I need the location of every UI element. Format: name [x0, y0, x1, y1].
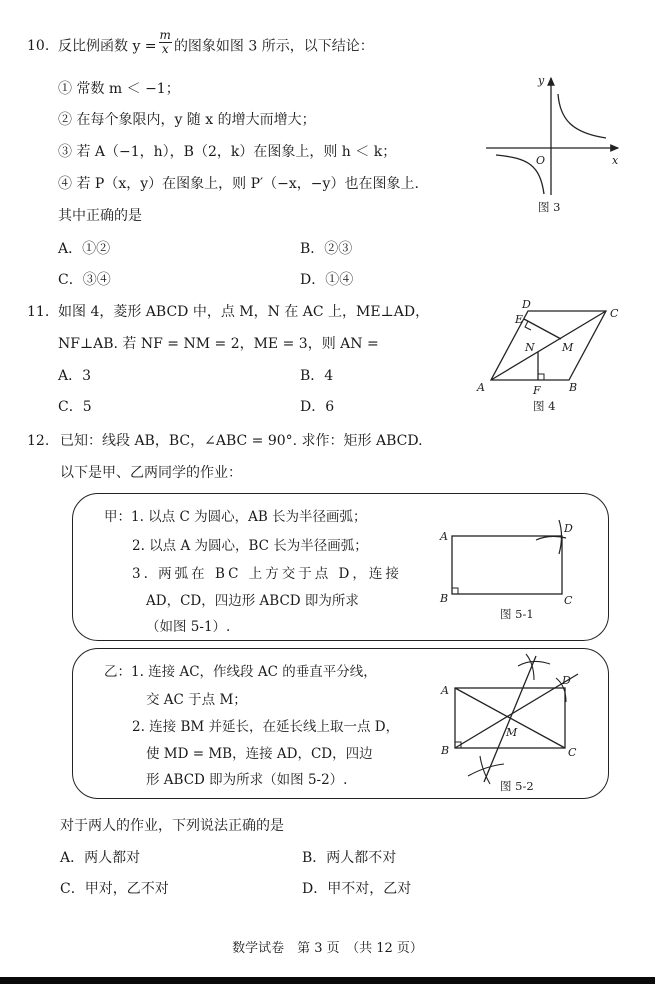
- point-label-b: B: [441, 744, 450, 757]
- point-label-m: M: [506, 726, 518, 739]
- question-stem: [58, 28, 374, 56]
- figure-4-rhombus: [470, 295, 630, 400]
- point-label-f: F: [533, 384, 541, 397]
- question-stem: 如图 4，菱形 ABCD 中，点 M，N 在 AC 上，ME⊥AD，: [58, 304, 430, 320]
- perpendicular-bisector: [484, 656, 536, 782]
- option-b[interactable]: B．两人都不对: [302, 850, 397, 866]
- hyperbola-branch-q1: [558, 94, 606, 138]
- point-label-d: D: [564, 522, 573, 535]
- figure-5-1-rectangle: [440, 510, 580, 607]
- arc-lower-1: [468, 764, 504, 776]
- yi-step: 2. 连接 BM 并延长，在延长线上取一点 D，: [132, 719, 400, 735]
- jia-step: （如图 5-1）.: [146, 619, 231, 635]
- fraction: $\frac{m}{x}$: [159, 28, 171, 56]
- option-a[interactable]: A．①②: [58, 241, 111, 257]
- point-label-c: C: [568, 746, 577, 759]
- axis-label-y: y: [538, 74, 545, 87]
- point-label-m: M: [562, 341, 574, 354]
- question-prompt: 其中正确的是: [58, 208, 142, 224]
- page-footer: 数学试卷 第 3 页 （共 12 页）: [232, 941, 423, 956]
- point-label-a: A: [440, 530, 448, 543]
- right-angle-b: [452, 588, 458, 594]
- axis-label-x: x: [612, 154, 619, 167]
- option-b[interactable]: B．4: [300, 368, 334, 384]
- jia-step: 甲：1. 以点 C 为圆心，AB 长为半径画弧；: [104, 509, 367, 525]
- scan-edge-bar: [0, 977, 655, 984]
- point-label-d: D: [562, 674, 571, 687]
- figure-caption: 图 5-2: [500, 779, 534, 793]
- statement: ④ 若 P（x，y）在图象上，则 P′（−x，−y）也在图象上.: [58, 176, 419, 192]
- jia-step: 3. 两弧在 BC 上方交于点 D，连接: [132, 566, 402, 582]
- yi-step: 乙：1. 连接 AC，作线段 AC 的垂直平分线，: [104, 664, 377, 680]
- point-label-n: N: [525, 341, 535, 354]
- point-label-c: C: [564, 594, 573, 607]
- jia-step: AD，CD，四边形 ABCD 即为所求: [146, 593, 359, 609]
- figure-5-2-rectangle: [440, 652, 590, 782]
- yi-step: 交 AC 于点 M；: [146, 692, 247, 708]
- figure-caption: 图 4: [533, 399, 556, 413]
- question-number: 12.: [27, 433, 50, 449]
- jia-step: 2. 以点 A 为圆心，BC 长为半径画弧；: [132, 538, 368, 554]
- yi-step: 形 ABCD 即为所求（如图 5-2）.: [146, 772, 348, 788]
- option-d[interactable]: D．①④: [300, 272, 354, 288]
- diagonal-ac: [491, 311, 606, 380]
- stem-text: 反比例函数 y =: [58, 38, 157, 55]
- point-label-c: C: [610, 307, 619, 320]
- option-b[interactable]: B．②③: [300, 241, 353, 257]
- option-c[interactable]: C．甲对，乙不对: [60, 881, 169, 897]
- question-number: 11.: [27, 304, 50, 320]
- question-stem: NF⊥AB. 若 NF = NM = 2，ME = 3，则 AN =: [58, 336, 379, 352]
- rectangle-abcd: [452, 536, 562, 594]
- figure-caption: 图 5-1: [500, 607, 534, 621]
- point-label-d: D: [522, 298, 531, 311]
- right-angle-f: [538, 374, 544, 380]
- statement: ② 在每个象限内，y 随 x 的增大而增大；: [58, 112, 316, 128]
- option-c[interactable]: C．5: [58, 399, 92, 415]
- origin-label: O: [536, 154, 546, 167]
- point-label-b: B: [440, 592, 449, 605]
- point-label-e: E: [515, 313, 524, 326]
- point-label-b: B: [569, 381, 578, 394]
- question-number: 10.: [27, 38, 50, 54]
- statement: ③ 若 A（−1，h），B（2，k）在图象上，则 h ＜ k；: [58, 144, 397, 160]
- question-stem: 以下是甲、乙两同学的作业：: [60, 465, 242, 481]
- option-d[interactable]: D．甲不对，乙对: [302, 881, 412, 897]
- figure-3-hyperbola: [478, 70, 628, 200]
- option-a[interactable]: A．3: [58, 368, 92, 384]
- point-label-a: A: [477, 381, 485, 394]
- question-stem: 已知：线段 AB，BC，∠ABC = 90°. 求作：矩形 ABCD.: [60, 433, 423, 449]
- option-d[interactable]: D．6: [300, 399, 335, 415]
- figure-caption: 图 3: [538, 200, 561, 214]
- option-a[interactable]: A．两人都对: [60, 850, 141, 866]
- question-prompt: 对于两人的作业，下列说法正确的是: [60, 818, 284, 834]
- statement: ① 常数 m ＜ −1；: [58, 81, 180, 97]
- point-label-a: A: [441, 684, 449, 697]
- yi-step: 使 MD = MB，连接 AD，CD，四边: [146, 746, 373, 762]
- option-c[interactable]: C．③④: [58, 272, 111, 288]
- stem-text: 的图象如图 3 所示，以下结论：: [173, 38, 374, 55]
